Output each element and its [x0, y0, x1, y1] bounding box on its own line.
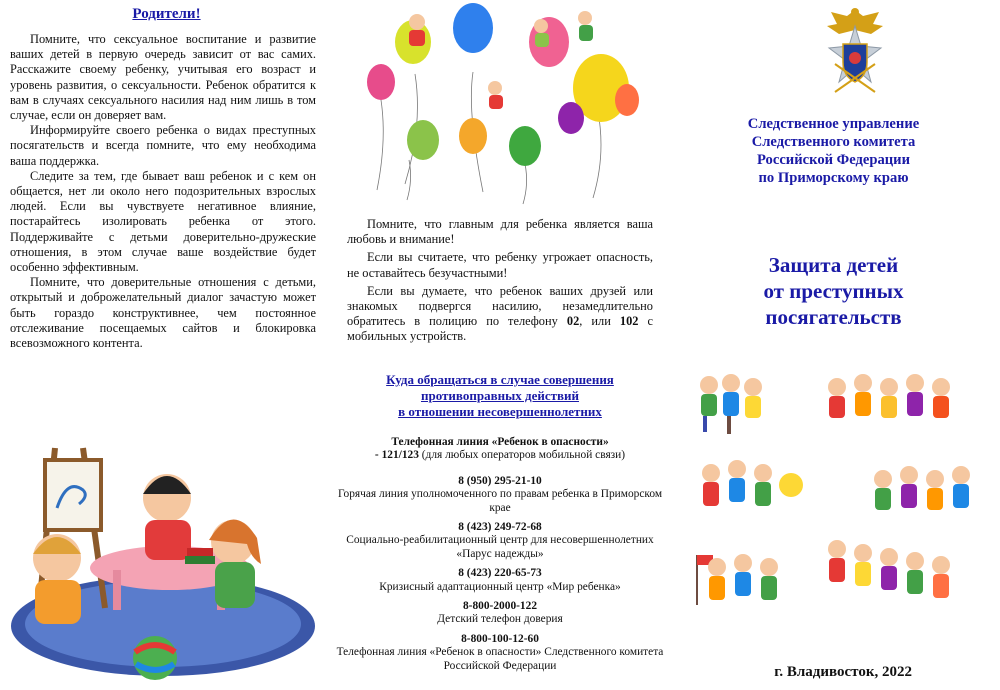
- balloons-illustration: [345, 0, 655, 208]
- mobile-text: с мобильных устройств.: [347, 314, 654, 344]
- contact-org: Телефонная линия «Ребенок в опасности» Следственного комитета Российской Федерации: [336, 646, 664, 672]
- paragraph: Если вы считаете, что ребенку угрожает опасность, не оставайтесь безучастными!: [347, 250, 653, 280]
- contact-phone: 8 (950) 295-21-10: [458, 474, 542, 487]
- contact-org: Детский телефон доверия: [437, 613, 563, 626]
- org-line: по Приморскому краю: [758, 170, 909, 186]
- paragraph: Помните, что главным для ребенка является ваша любовь и внимание!: [347, 217, 653, 247]
- paragraph: Помните, что доверительные отношения с детьми, открытый и доброжелательный диалог зачастую может быть гораздо конструктивнее, чем постоянное отслеживание посещаемых сайтов и блокировка всевозможного контента.: [10, 275, 316, 351]
- hotline-number: [333, 449, 667, 462]
- hotline-title: Телефонная линия «Ребенок в опасности»: [391, 436, 609, 448]
- org-line: Следственного комитета: [751, 134, 916, 150]
- title-line: посягательств: [765, 305, 902, 329]
- contact-phone: 8-800-2000-122: [462, 600, 538, 613]
- parents-heading: Родители!: [132, 6, 201, 22]
- title-line: от преступных: [763, 279, 904, 303]
- hotline-digits: - 121/123: [374, 449, 419, 462]
- contact-org: Социально-реабилитационный центр для несовершеннолетних «Парус надежды»: [346, 534, 654, 560]
- children-groups-illustration: [687, 365, 987, 635]
- org-line: Следственное управление: [747, 116, 920, 132]
- police-number-102: 102: [619, 314, 639, 329]
- investigative-committee-emblem-icon: [821, 4, 889, 108]
- contact-phone: 8 (423) 220-65-73: [458, 567, 542, 580]
- title-line: Защита детей: [768, 253, 899, 277]
- organization-title: [667, 115, 1000, 187]
- brochure-title: [667, 252, 1000, 330]
- where-line: в отношении несовершеннолетних: [398, 404, 602, 419]
- city-year: г. Владивосток, 2022: [774, 664, 912, 680]
- paragraph: Следите за тем, где бывает ваш ребенок и с кем он общается, нет ли около него подозрительных взрослых людей. Если вы чувствуете негативное влияние, постарайтесь изолировать ребенка от этого. Поддерживайте с детьми доверительно-дружеские отношения, в этом случае ваше воздействие будет особенно эффективным.: [10, 168, 316, 275]
- panel-middle: [333, 0, 667, 690]
- paragraph: Помните, что сексуальное воспитание и развитие ваших детей в первую очередь зависит от вас самих. Расскажите своему ребенку, учитывая его возраст и уровень развития, о сексуальности. Ребенок обратится к вам в случаях сексуального насилия над ним лишь в том случае, если он доверяет вам.: [10, 32, 316, 123]
- or-text: или: [591, 314, 611, 329]
- paragraph: [347, 284, 653, 345]
- contact-org: Горячая линия уполномоченного по правам ребенка в Приморском крае: [337, 488, 663, 514]
- where-line: Куда обращаться в случае совершения: [386, 372, 614, 387]
- paragraph: Информируйте своего ребенка о видах преступных посягательств и всегда помните, что ему необходима ваша поддержка.: [10, 123, 316, 168]
- contact-phone: 8 (423) 249-72-68: [458, 521, 542, 534]
- police-text: Если вы думаете, что ребенок ваших друзей или знакомых подвергся насилию, незамедлительно обратитесь в полицию по телефону: [347, 283, 653, 329]
- org-line: Российской Федерации: [757, 152, 910, 168]
- contact-org: Кризисный адаптационный центр «Мир ребенка»: [379, 580, 621, 593]
- panel-right: [667, 0, 1000, 690]
- hotline-note: (для любых операторов мобильной связи): [421, 449, 626, 462]
- contact-phone: 8-800-100-12-60: [461, 632, 539, 645]
- where-to-apply-heading: [333, 372, 667, 420]
- contacts-list: [333, 436, 667, 673]
- panel-left: [0, 0, 333, 690]
- parents-text: [10, 32, 316, 351]
- police-number-02: 02: [566, 314, 580, 329]
- children-playing-illustration: [5, 438, 327, 686]
- where-line: противоправных действий: [421, 388, 579, 403]
- advice-text: [347, 217, 653, 348]
- comma: ,: [579, 314, 583, 329]
